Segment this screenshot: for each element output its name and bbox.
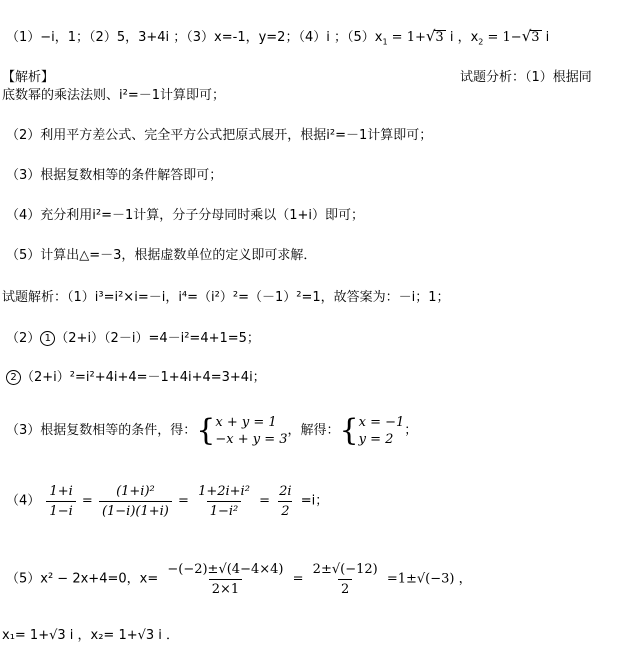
analysis-label: 【解析】	[2, 70, 55, 85]
sqrt-arg: 3	[435, 30, 444, 45]
solution-part-4	[6, 484, 328, 519]
analysis-line-2: （2）利用平方差公式、完全平方公式把原式展开，根据i²=－1计算即可；	[6, 128, 433, 143]
answer-mid: i ，x	[445, 30, 479, 45]
x1-subscript: 1	[382, 37, 388, 47]
analysis-intro: 试题分析：（1）根据同	[460, 70, 592, 85]
solution-x: x = −1	[358, 415, 405, 430]
sqrt-arg: 3	[531, 30, 540, 45]
answer-text: （1）−i，1；（2）5，3+4i ；（3）x=-1，y=2；（4）i ；（5）x	[6, 30, 383, 45]
fraction-1	[46, 484, 75, 519]
equals-sign: =	[81, 493, 93, 509]
equals-sign: =	[259, 493, 270, 509]
x2-subscript: 2	[478, 37, 484, 47]
equation-system-1	[215, 414, 287, 448]
numerator: 1+i	[49, 484, 73, 499]
equals-sign: =	[292, 571, 304, 587]
fraction-6	[310, 562, 381, 597]
answer-end: i	[541, 30, 550, 45]
numerator: 2±√(−12)	[312, 562, 378, 577]
fraction-3	[195, 484, 253, 519]
denominator: (1−i)(1+i)	[99, 501, 172, 519]
numerator: −(−2)±√(4−4×4)	[167, 562, 284, 577]
denominator: 1−i	[46, 501, 75, 519]
solution-y: y = 2	[358, 432, 394, 447]
circled-number-2: 2	[6, 370, 21, 385]
analysis-line-3: （3）根据复数相等的条件解答即可；	[6, 168, 223, 183]
sqrt-sign: √	[521, 27, 532, 45]
numerator: 2i	[279, 484, 292, 499]
part-3-end: ；	[404, 423, 418, 438]
solution-roots: x₁= 1+√3 i ，x₂= 1+√3 i ．	[2, 628, 180, 643]
analysis-line-4: （4）充分利用i²=－1计算，分子分母同时乘以（1+i）即可；	[6, 208, 365, 223]
part-2b-text: （2+i）²=i²+4i+4=－1+4i+4=3+4i；	[21, 370, 266, 385]
denominator: 2×1	[209, 579, 242, 597]
solution-part-5	[6, 562, 472, 597]
part-3-intro: （3）根据复数相等的条件，得：	[6, 423, 197, 438]
equation-system-2	[359, 414, 405, 448]
fraction-4	[276, 484, 294, 519]
fraction-2	[99, 484, 172, 519]
left-brace: {	[339, 413, 359, 448]
equation-1: x + y = 1	[215, 415, 277, 430]
equation-2: −x + y = 3	[215, 432, 288, 447]
denominator: 1−i²	[207, 501, 242, 519]
solution-part-2b	[6, 370, 266, 386]
part-2-number: （2）	[6, 331, 41, 346]
solution-part-1: 试题解析：（1）i³=i²×i=－i，i⁴=（i²）²=（－1）²=1，故答案为：－i；1；	[2, 290, 450, 305]
solution-part-3	[6, 414, 417, 448]
left-brace: {	[196, 413, 216, 448]
answer-line	[6, 28, 549, 46]
part-5-end: =1±√(−3) ，	[386, 571, 472, 587]
part-3-mid: ，解得：	[287, 423, 340, 438]
numerator: 1+2i+i²	[198, 484, 250, 499]
x2-eq: = 1−	[483, 30, 522, 45]
fraction-5	[164, 562, 286, 597]
denominator: 2	[278, 501, 292, 519]
equals-sign: =	[178, 493, 189, 509]
part-4-end: =i；	[300, 493, 329, 509]
solution-part-2a	[6, 331, 260, 347]
denominator: 2	[338, 579, 352, 597]
part-2a-text: （2+i）（2－i）=4－i²=4+1=5；	[55, 331, 260, 346]
circled-number-1: 1	[40, 331, 55, 346]
analysis-line-1: 底数幂的乘法法则、i²=－1计算即可；	[2, 88, 225, 103]
x1-eq: = 1+	[387, 30, 426, 45]
part-4-number: （4）	[6, 493, 41, 509]
part-5-intro: （5）x² − 2x+4=0，x=	[6, 571, 159, 587]
numerator: (1+i)²	[116, 484, 155, 499]
sqrt-sign: √	[425, 27, 436, 45]
analysis-line-5: （5）计算出△=－3，根据虚数单位的定义即可求解．	[6, 248, 317, 263]
